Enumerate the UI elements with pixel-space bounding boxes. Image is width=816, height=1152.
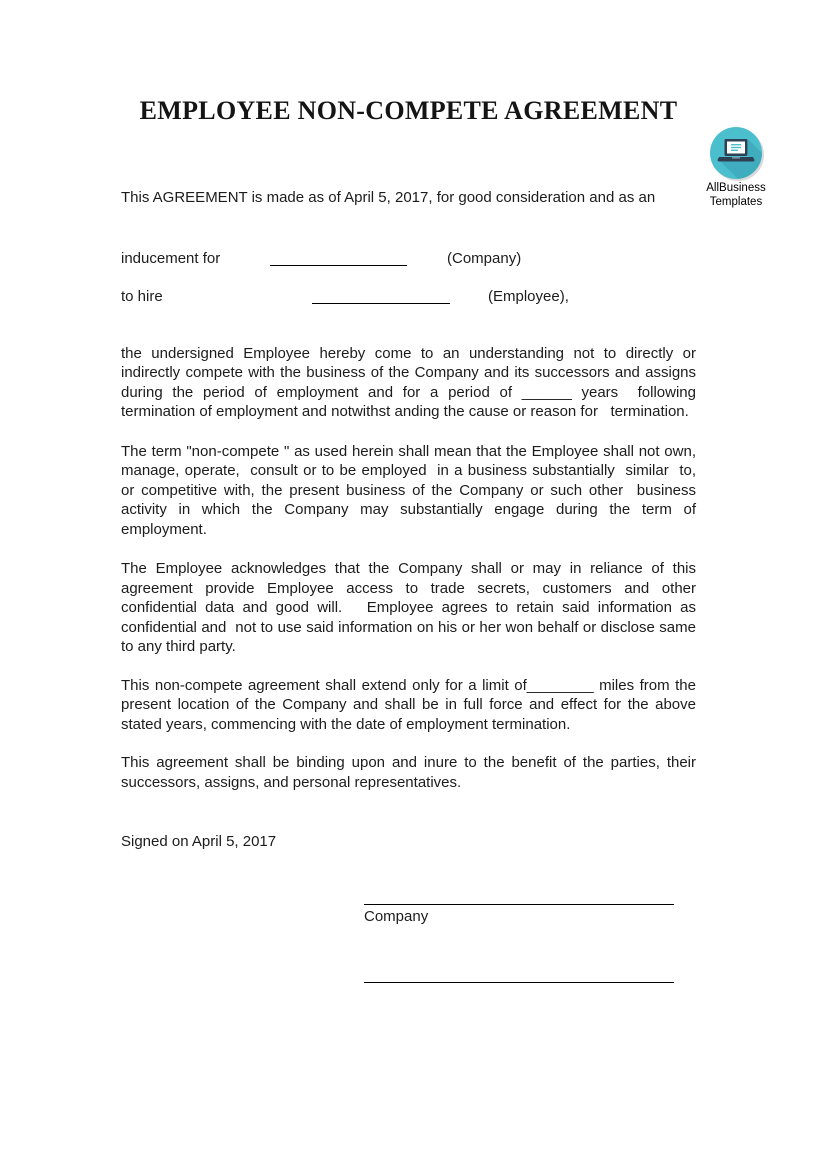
paragraph-mileage-limit: This non-compete agreement shall extend only for a limit of________ miles from the present location of the Company and shall be in full force and effect for the above stated years, commencing with the date of employment termination. (121, 676, 701, 733)
employee-signature-line (364, 982, 674, 983)
intro-paragraph: This AGREEMENT is made as of April 5, 2017, for good consideration and as an (121, 189, 656, 206)
to-hire-label: to hire (121, 287, 163, 305)
document-page (0, 96, 816, 983)
paragraph-binding-effect: This agreement shall be binding upon and inure to the benefit of the parties, their successors, assigns, and personal representatives. (121, 754, 701, 791)
employee-signature-block (121, 982, 696, 983)
inducement-label: inducement for (121, 249, 221, 267)
brand-name-line1: AllBusiness (706, 182, 766, 194)
company-paren-label: (Company) (447, 249, 522, 267)
paragraph-noncompete-scope: the undersigned Employee hereby come to an understanding not to directly or indirectly compete with the business of the Company and its successors and assigns during the period of employment and for a period of ______ years following termination of employment and notwithst anding the cause or reason for termination. (121, 344, 701, 420)
paragraph-confidentiality: The Employee acknowledges that the Company shall or may in reliance of this agreement provide Employee access to trade secrets, customers and other confidential data and good will. Employee agrees to retain said information as confidential and not to use said information on his or her won behalf or disclose same to any third party. (121, 560, 701, 655)
company-fill-row (121, 249, 696, 269)
brand-name-line2: Templates (709, 195, 763, 208)
company-signature-label: Company (364, 907, 429, 925)
employee-paren-label: (Employee), (488, 287, 569, 305)
employee-fill-row (121, 287, 696, 307)
signed-date-line: Signed on April 5, 2017 (121, 833, 277, 850)
employee-name-blank-line (312, 289, 450, 304)
company-signature-block (121, 904, 696, 927)
paragraph-term-definition: The term "non-compete " as used herein shall mean that the Employee shall not own, manage, operate, consult or to be employed in a business substantially similar to, or competitive with, the present business of the Company or such other business activity in which the Company may substantially engage during the term of employment. (121, 442, 705, 538)
company-signature-line (364, 904, 674, 905)
company-name-blank-line (270, 251, 407, 266)
document-title: EMPLOYEE NON-COMPETE AGREEMENT (139, 96, 678, 125)
